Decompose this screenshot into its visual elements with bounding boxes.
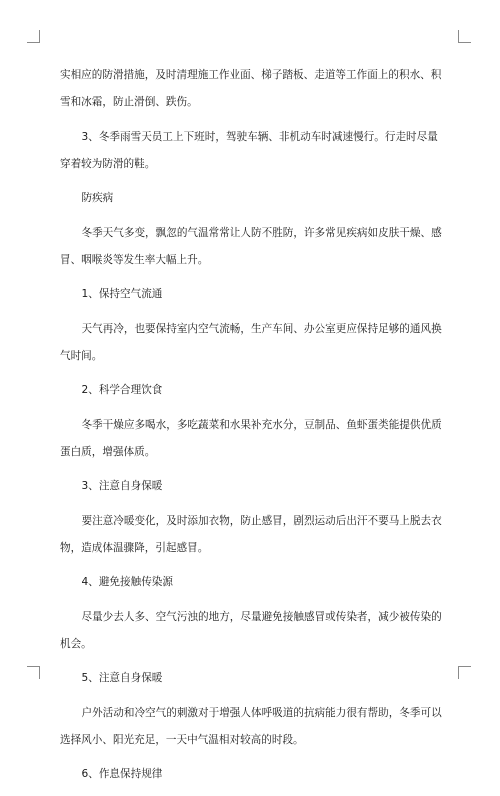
subsection-heading: 4、避免接触传染源 — [81, 576, 173, 588]
paragraph-body: 尽量少去人多、空气污浊的地方，尽量避免接触感冒或传染者，减少被传染的机会。 — [60, 610, 442, 650]
crop-mark-bottom-right — [458, 666, 471, 679]
crop-mark-bottom-left — [27, 666, 40, 679]
paragraph-body: 冬季天气多变，飘忽的气温常常让人防不胜防，许多常见疾病如皮肤干燥、感冒、咽喉炎等发生率大幅上升。 — [60, 226, 442, 266]
subsection-heading: 2、科学合理饮食 — [81, 384, 163, 396]
crop-mark-top-left — [27, 30, 40, 43]
paragraph-continuation: 实相应的防滑措施，及时清理施工作业面、梯子踏板、走道等工作面上的积水、积雪和冰霜，防止滑倒、跌伤。 — [60, 69, 442, 108]
subsection-heading: 5、注意自身保暖 — [81, 672, 163, 684]
subsection-heading: 1、保持空气流通 — [81, 288, 163, 300]
document-body — [60, 62, 446, 796]
subsection-heading: 3、注意自身保暖 — [81, 480, 163, 492]
paragraph-body: 户外活动和冷空气的刺激对于增强人体呼吸道的抗病能力很有帮助，冬季可以选择风小、阳光充足，一天中气温相对较高的时段。 — [60, 706, 442, 746]
paragraph-body: 要注意冷暖变化，及时添加衣物，防止感冒，剧烈运动后出汗不要马上脱去衣物，造成体温骤降，引起感冒。 — [60, 514, 442, 554]
paragraph-body: 天气再冷，也要保持室内空气流畅，生产车间、办公室更应保持足够的通风换气时间。 — [60, 322, 442, 362]
paragraph-body: 冬季干燥应多喝水，多吃蔬菜和水果补充水分，豆制品、鱼虾蛋类能提供优质蛋白质，增强体质。 — [60, 418, 442, 458]
crop-mark-top-right — [458, 30, 471, 43]
section-heading: 防疾病 — [81, 192, 114, 204]
subsection-heading: 6、作息保持规律 — [81, 768, 163, 780]
paragraph-body: 3、冬季雨雪天员工上下班时，驾驶车辆、非机动车时减速慢行。行走时尽量穿着较为防滑的鞋。 — [60, 130, 438, 170]
